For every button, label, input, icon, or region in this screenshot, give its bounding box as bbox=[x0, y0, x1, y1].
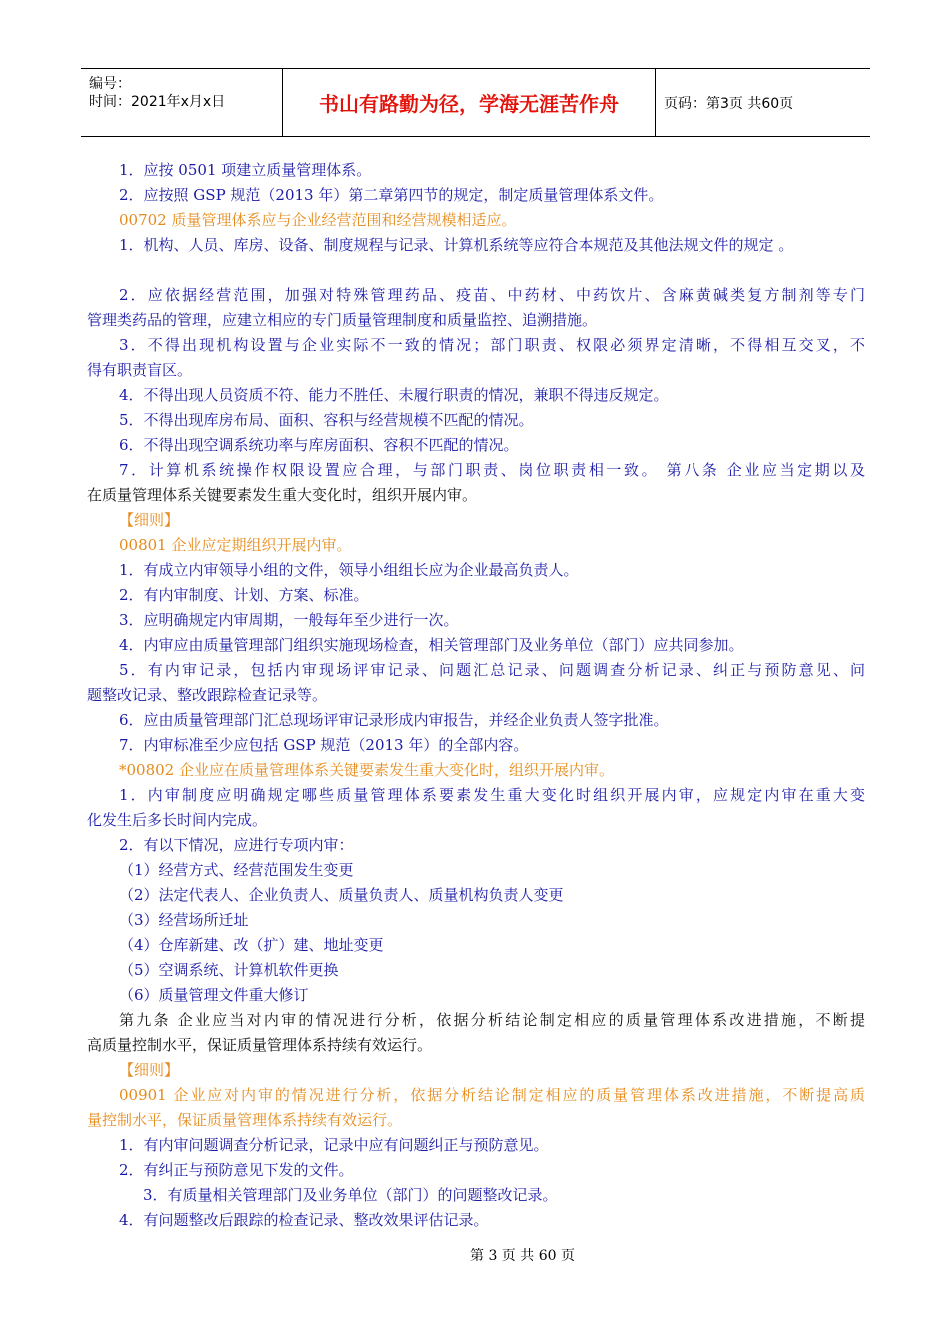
text-line: *00802 企业应在质量管理体系关键要素发生重大变化时，组织开展内审。 bbox=[119, 761, 614, 779]
text-line: 00901 企业应对内审的情况进行分析，依据分析结论制定相应的质量管理体系改进措施，不断提高质 bbox=[119, 1086, 865, 1104]
text-line: 【细则】 bbox=[119, 511, 180, 529]
text-line: 2．有纠正与预防意见下发的文件。 bbox=[119, 1161, 354, 1179]
text-line: 量控制水平，保证质量管理体系持续有效运行。 bbox=[87, 1111, 403, 1129]
text-line: （1）经营方式、经营范围发生变更 bbox=[119, 861, 354, 879]
text-line: 00801 企业应定期组织开展内审。 bbox=[119, 536, 352, 554]
text-line: 4．内审应由质量管理部门组织实施现场检查，相关管理部门及业务单位（部门）应共同参加。 bbox=[119, 636, 744, 654]
header-page-info: 页码：第3页 共60页 bbox=[664, 95, 794, 112]
text-line: 6．应由质量管理部门汇总现场评审记录形成内审报告，并经企业负责人签字批准。 bbox=[119, 711, 669, 729]
text-line: 5．不得出现库房布局、面积、容积与经营规模不匹配的情况。 bbox=[119, 411, 534, 429]
text-line: 1．应按 0501 项建立质量管理体系。 bbox=[119, 161, 372, 179]
text-line: 管理类药品的管理，应建立相应的专门质量管理制度和质量监控、追溯措施。 bbox=[87, 311, 598, 329]
text-line: （3）经营场所迁址 bbox=[119, 911, 249, 929]
text-line: 6．不得出现空调系统功率与库房面积、容积不匹配的情况。 bbox=[119, 436, 519, 454]
text-line: 2．有内审制度、计划、方案、标准。 bbox=[119, 586, 369, 604]
text-line: 7．计算机系统操作权限设置应合理，与部门职责、岗位职责相一致。 第八条 企业应当定期以及 bbox=[119, 461, 865, 479]
text-line: （5）空调系统、计算机软件更换 bbox=[119, 961, 339, 979]
text-line: 3．应明确规定内审周期，一般每年至少进行一次。 bbox=[119, 611, 459, 629]
text-line: 1．内审制度应明确规定哪些质量管理体系要素发生重大变化时组织开展内审，应规定内审在重大变 bbox=[119, 786, 865, 804]
text-line: 5．有内审记录，包括内审现场评审记录、问题汇总记录、问题调查分析记录、纠正与预防意见、问 bbox=[119, 661, 865, 679]
text-line: 1．有成立内审领导小组的文件，领导小组组长应为企业最高负责人。 bbox=[119, 561, 579, 579]
header-meta-cell bbox=[81, 69, 283, 136]
text-line: 2．应按照 GSP 规范（2013 年）第二章第四节的规定，制定质量管理体系文件。 bbox=[119, 186, 664, 204]
text-line: 4．有问题整改后跟踪的检查记录、整改效果评估记录。 bbox=[119, 1211, 489, 1229]
date-label: 时间：2021年x月x日 bbox=[89, 94, 226, 110]
text-line: 【细则】 bbox=[119, 1061, 180, 1079]
blank-line bbox=[87, 258, 865, 283]
text-line: （6）质量管理文件重大修订 bbox=[119, 986, 309, 1004]
text-line: 1．有内审问题调查分析记录，记录中应有问题纠正与预防意见。 bbox=[119, 1136, 549, 1154]
text-line: 在质量管理体系关键要素发生重大变化时，组织开展内审。 bbox=[87, 486, 478, 504]
text-line: 3．有质量相关管理部门及业务单位（部门）的问题整改记录。 bbox=[143, 1186, 558, 1204]
text-line: 化发生后多长时间内完成。 bbox=[87, 811, 268, 829]
page-header bbox=[81, 68, 870, 137]
text-line: 7．内审标准至少应包括 GSP 规范（2013 年）的全部内容。 bbox=[119, 736, 529, 754]
text-line: （4）仓库新建、改（扩）建、地址变更 bbox=[119, 936, 384, 954]
text-line: 得有职责盲区。 bbox=[87, 361, 193, 379]
text-line: 00702 质量管理体系应与企业经营范围和经营规模相适应。 bbox=[119, 211, 517, 229]
document-body bbox=[87, 158, 865, 1233]
text-line: 2．应依据经营范围，加强对特殊管理药品、疫苗、中药材、中药饮片、含麻黄碱类复方制剂等专门 bbox=[119, 286, 865, 304]
text-line: 题整改记录、整改跟踪检查记录等。 bbox=[87, 686, 328, 704]
text-line: 3．不得出现机构设置与企业实际不一致的情况；部门职责、权限必须界定清晰，不得相互交叉，不 bbox=[119, 336, 865, 354]
text-line: 高质量控制水平，保证质量管理体系持续有效运行。 bbox=[87, 1036, 433, 1054]
text-line: 第九条 企业应当对内审的情况进行分析，依据分析结论制定相应的质量管理体系改进措施，不断提 bbox=[119, 1011, 865, 1029]
page-footer: 第 3 页 共 60 页 bbox=[470, 1248, 575, 1264]
number-label: 编号： bbox=[89, 76, 131, 92]
text-line: （2）法定代表人、企业负责人、质量负责人、质量机构负责人变更 bbox=[119, 886, 564, 904]
text-line: 4．不得出现人员资质不符、能力不胜任、未履行职责的情况，兼职不得违反规定。 bbox=[119, 386, 669, 404]
header-motto: 书山有路勤为径，学海无涯苦作舟 bbox=[283, 69, 656, 136]
text-line: 1．机构、人员、库房、设备、制度规程与记录、计算机系统等应符合本规范及其他法规文件的规定 。 bbox=[119, 236, 794, 254]
text-line: 2．有以下情况，应进行专项内审： bbox=[119, 836, 354, 854]
